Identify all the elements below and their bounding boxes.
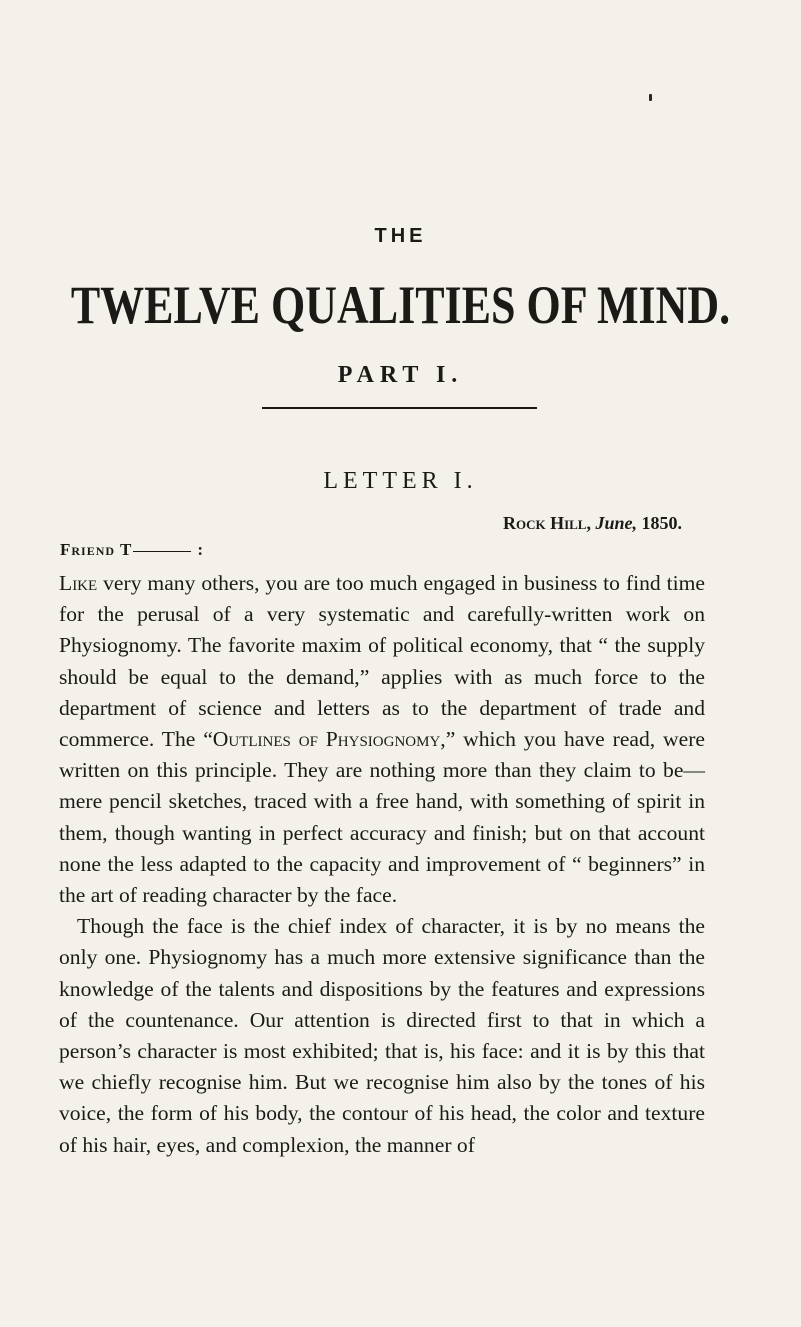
book-reference: Outlines of Physiognomy, <box>212 727 446 752</box>
horizontal-rule <box>262 407 537 409</box>
salutation <box>60 540 204 560</box>
paragraph-1-text-b: ” which you have read, were written on this principle. They are nothing more than they claim to be—mere pencil sketches, traced with a free hand, with something of spirit in them, though wanting in perfect accuracy and finish; but on that account none the less adapted to the capacity and improvement of “ beginners” in the art of reading character by the face. <box>59 727 705 908</box>
dateline <box>503 513 682 534</box>
salutation-dash <box>133 551 191 552</box>
paragraph-1-lead: Like <box>59 571 98 595</box>
book-title: TWELVE QUALITIES OF MIND. <box>70 275 731 335</box>
paragraph-2: Though the face is the chief index of character, it is by no means the only one. Physiognomy has a much more extensive significance than the knowledge of the talents and dispositions by the features and expressions of the countenance. Our attention is directed first to that in which a person’s character is most exhibited; that is, his face: and it is by this that we chiefly recognise him. But we recognise him also by the tones of his voice, the form of his body, the contour of his head, the color and texture of his hair, eyes, and complexion, the manner of <box>59 914 705 1157</box>
dateline-year: 1850. <box>641 513 682 533</box>
ink-speck <box>649 94 652 101</box>
letter-body <box>59 568 705 1161</box>
dateline-place: Rock Hill, <box>502 513 591 533</box>
part-heading: PART I. <box>337 362 464 388</box>
paragraph-1-text-a: very many others, you are too much engaged in business to find time for the perusal of a very systematic and carefully-written work on Physiognomy. The favorite maxim of political economy, that “ the supply should be equal to the demand,” applies with as much force to the department of science and letters as to the department of trade and commerce. The “ <box>59 571 705 752</box>
paragraph-1 <box>59 568 705 911</box>
salutation-colon: : <box>197 540 205 559</box>
title-the: THE <box>374 225 427 247</box>
dateline-month: June, <box>595 513 637 533</box>
letter-heading: LETTER I. <box>323 468 478 494</box>
salutation-name: Friend T <box>60 540 133 559</box>
